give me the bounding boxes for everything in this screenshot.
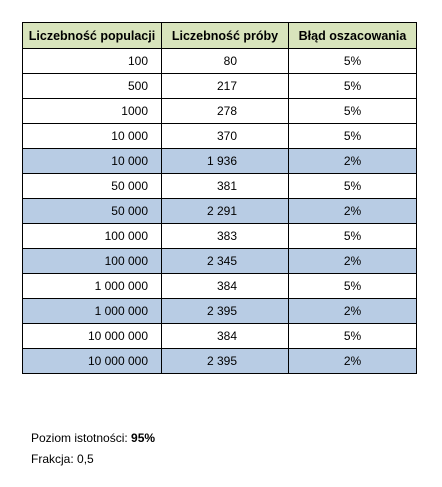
population-cell: 10 000 xyxy=(23,149,162,174)
population-cell: 10 000 xyxy=(23,124,162,149)
sample-size-cell: 381 xyxy=(162,174,289,199)
margin-of-error-cell: 5% xyxy=(289,274,417,299)
sample-size-table xyxy=(22,22,417,374)
table-row xyxy=(23,174,417,199)
table-row xyxy=(23,124,417,149)
sample-size-cell: 2 395 xyxy=(162,349,289,374)
sample-size-cell: 384 xyxy=(162,274,289,299)
table-row xyxy=(23,299,417,324)
table-row xyxy=(23,249,417,274)
confidence-level-value: 95% xyxy=(131,431,156,445)
population-cell: 50 000 xyxy=(23,199,162,224)
confidence-level-line xyxy=(31,428,155,449)
margin-of-error-cell: 5% xyxy=(289,324,417,349)
table-row xyxy=(23,99,417,124)
sample-size-cell: 383 xyxy=(162,224,289,249)
population-cell: 100 xyxy=(23,49,162,74)
population-cell: 100 000 xyxy=(23,249,162,274)
table-row xyxy=(23,49,417,74)
margin-of-error-cell: 2% xyxy=(289,249,417,274)
margin-of-error-cell: 5% xyxy=(289,74,417,99)
population-cell: 100 000 xyxy=(23,224,162,249)
margin-of-error-cell: 5% xyxy=(289,224,417,249)
table-row xyxy=(23,199,417,224)
margin-of-error-cell: 5% xyxy=(289,174,417,199)
population-cell: 500 xyxy=(23,74,162,99)
margin-of-error-cell: 2% xyxy=(289,199,417,224)
table-row xyxy=(23,74,417,99)
sample-size-cell: 2 291 xyxy=(162,199,289,224)
margin-of-error-cell: 5% xyxy=(289,124,417,149)
table-header-row xyxy=(23,23,417,49)
margin-of-error-cell: 2% xyxy=(289,349,417,374)
sample-size-cell: 1 936 xyxy=(162,149,289,174)
sample-size-cell: 217 xyxy=(162,74,289,99)
sample-size-cell: 370 xyxy=(162,124,289,149)
population-cell: 1 000 000 xyxy=(23,299,162,324)
population-cell: 1 000 000 xyxy=(23,274,162,299)
table-row xyxy=(23,149,417,174)
sample-size-cell: 80 xyxy=(162,49,289,74)
column-header-margin-of-error: Błąd oszacowania xyxy=(289,23,417,49)
fraction-label: Frakcja: xyxy=(31,452,78,466)
fraction-value: 0,5 xyxy=(77,452,94,466)
confidence-level-label: Poziom istotności: xyxy=(31,431,132,445)
margin-of-error-cell: 2% xyxy=(289,149,417,174)
column-header-population: Liczebność populacji xyxy=(23,23,162,49)
sample-size-cell: 2 345 xyxy=(162,249,289,274)
sample-size-cell: 278 xyxy=(162,99,289,124)
table-row xyxy=(23,349,417,374)
margin-of-error-cell: 5% xyxy=(289,49,417,74)
population-cell: 10 000 000 xyxy=(23,324,162,349)
fraction-line xyxy=(31,449,155,470)
margin-of-error-cell: 2% xyxy=(289,299,417,324)
margin-of-error-cell: 5% xyxy=(289,99,417,124)
sample-size-cell: 384 xyxy=(162,324,289,349)
sample-size-cell: 2 395 xyxy=(162,299,289,324)
column-header-sample-size: Liczebność próby xyxy=(162,23,289,49)
population-cell: 50 000 xyxy=(23,174,162,199)
table-row xyxy=(23,274,417,299)
table-row xyxy=(23,224,417,249)
population-cell: 1000 xyxy=(23,99,162,124)
notes xyxy=(31,428,155,470)
table-row xyxy=(23,324,417,349)
population-cell: 10 000 000 xyxy=(23,349,162,374)
